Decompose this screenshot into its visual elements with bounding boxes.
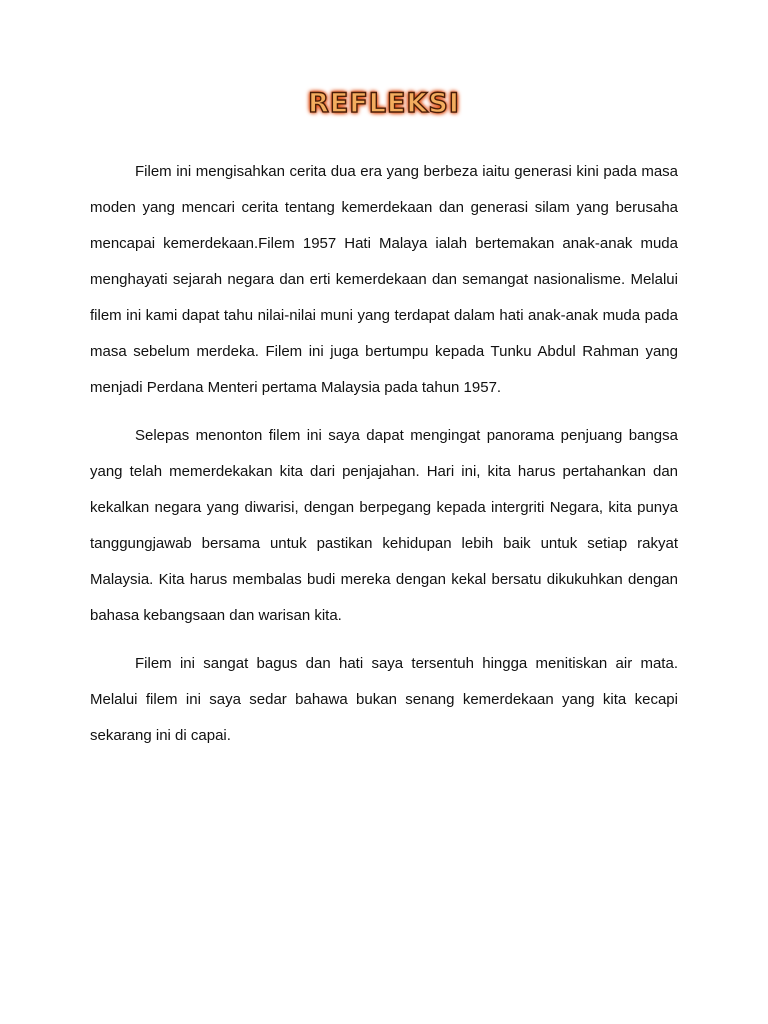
paragraph-1: Filem ini mengisahkan cerita dua era yang berbeza iaitu generasi kini pada masa moden yang mencari cerita tentang kemerdekaan dan generasi silam yang berusaha mencapai kemerdekaan.Filem 1957 Hati Malaya ialah bertemakan anak-anak muda menghayati sejarah negara dan erti kemerdekaan dan semangat nasionalisme. Melalui filem ini kami dapat tahu nilai-nilai muni yang terdapat dalam hati anak-anak muda pada masa sebelum merdeka. Filem ini juga bertumpu kepada Tunku Abdul Rahman yang menjadi Perdana Menteri pertama Malaysia pada tahun 1957. xyxy=(90,163,678,396)
paragraph-2: Selepas menonton filem ini saya dapat mengingat panorama penjuang bangsa yang telah memerdekakan kita dari penjajahan. Hari ini, kita harus pertahankan dan kekalkan negara yang diwarisi, dengan berpegang kepada intergriti Negara, kita punya tanggungjawab bersama untuk pastikan kehidupan lebih baik untuk setiap rakyat Malaysia. Kita harus membalas budi mereka dengan kekal bersatu dikukuhkan dengan bahasa kebangsaan dan warisan kita. xyxy=(90,427,678,624)
document-body xyxy=(90,154,678,766)
document-title: REFLEKSI xyxy=(308,88,460,119)
paragraph-3: Filem ini sangat bagus dan hati saya tersentuh hingga menitiskan air mata. Melalui filem ini saya sedar bahawa bukan senang kemerdekaan yang kita kecapi sekarang ini di capai. xyxy=(90,655,678,744)
